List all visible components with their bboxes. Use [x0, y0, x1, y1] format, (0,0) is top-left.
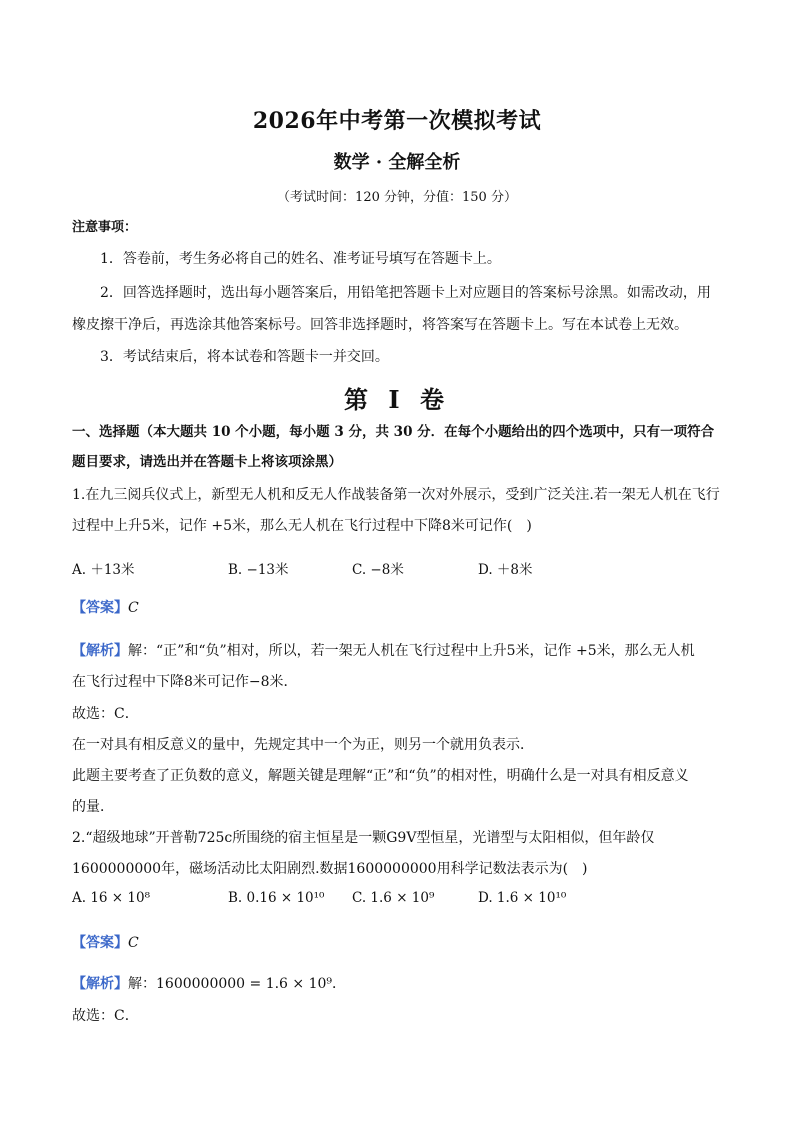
exam-info: （考试时间：120 分钟，分值：150 分）: [277, 190, 517, 205]
q2-option-c: C. 1.6 × 10⁹: [352, 890, 435, 906]
q1-analysis-tag: 【解析】: [72, 643, 128, 659]
q2-stem-line-2: 1600000000年，磁场活动比太阳剧烈.数据1600000000用科学记数法表示为( ): [72, 861, 588, 877]
q1-stem-line-2: 过程中上升5米，记作 +5米，那么无人机在飞行过程中下降8米可记作( ): [72, 518, 532, 534]
q1-option-b: B. −13米: [228, 562, 289, 578]
notes-item-2-line-1: 2．回答选择题时，选出每小题答案后，用铅笔把答题卡上对应题目的答案标号涂黑。如需改动，用: [100, 285, 711, 301]
q1-option-d: D. ＋8米: [478, 562, 533, 578]
volume-title: 第 I 卷: [344, 385, 450, 414]
q1-answer-tag: 【答案】: [72, 600, 128, 616]
section-heading: [72, 422, 714, 442]
q1-analysis-line-1: [72, 641, 695, 661]
section-bold-part: 本大题共 10 个小题，每小题 3 分，共 30 分．在每个小题给出的四个选项中: [153, 424, 620, 440]
q1-choice-line: 故选：C．: [72, 706, 139, 722]
q2-analysis: [72, 974, 346, 994]
page-subtitle: 数学 · 全解全析: [333, 152, 461, 173]
q2-analysis-text: 解：1600000000 = 1.6 × 10⁹．: [128, 976, 347, 992]
q1-option-a: A. ＋13米: [72, 562, 135, 578]
notes-heading: 注意事项：: [72, 220, 138, 235]
q2-choice-line: 故选：C．: [72, 1008, 139, 1024]
q1-answer-value: C: [128, 600, 139, 616]
q1-analysis-line-2: 在飞行过程中下降8米可记作−8米．: [72, 674, 298, 690]
q1-note-2-line-2: 的量．: [72, 799, 114, 815]
notes-item-2-line-2: 橡皮擦干净后，再选涂其他答案标号。回答非选择题时，将答案写在答题卡上。写在本试卷上无效。: [72, 317, 688, 333]
q2-answer: [72, 933, 139, 953]
q2-option-a: A. 16 × 10⁸: [72, 890, 150, 906]
q2-analysis-tag: 【解析】: [72, 976, 128, 992]
q1-answer: [72, 598, 139, 618]
section-prefix: 一、选择题（: [72, 424, 153, 440]
q1-option-c: C. −8米: [352, 562, 404, 578]
q1-note-2-line-1: 此题主要考查了正负数的意义，解题关键是理解“正”和“负”的相对性，明确什么是一对具有相反意义: [72, 768, 689, 784]
q1-stem-line-1: 1.在九三阅兵仪式上，新型无人机和反无人作战装备第一次对外展示，受到广泛关注.若一架无人机在飞行: [72, 487, 720, 503]
q2-stem-line-1: 2.“超级地球”开普勒725c所围绕的宿主恒星是一颗G9V型恒星，光谱型与太阳相似，但年龄仅: [72, 830, 655, 846]
q2-option-d: D. 1.6 × 10¹⁰: [478, 890, 567, 906]
notes-item-1: 1．答卷前，考生务必将自己的姓名、准考证号填写在答题卡上。: [100, 251, 501, 267]
q1-note-1: 在一对具有相反意义的量中，先规定其中一个为正，则另一个就用负表示．: [72, 737, 534, 753]
section-heading-line-2: 题目要求，请选出并在答题卡上将该项涂黑）: [72, 454, 342, 470]
q2-answer-value: C: [128, 935, 139, 951]
q2-answer-tag: 【答案】: [72, 935, 128, 951]
page-title: 2026年中考第一次模拟考试: [252, 108, 542, 134]
notes-item-3: 3．考试结束后，将本试卷和答题卡一并交回。: [100, 349, 389, 365]
q1-analysis-text: 解：“正”和“负”相对，所以，若一架无人机在飞行过程中上升5米，记作 +5米，那么无人机: [128, 643, 695, 659]
q2-option-b: B. 0.16 × 10¹⁰: [228, 890, 325, 906]
section-suffix: ，只有一项符合: [619, 424, 715, 440]
